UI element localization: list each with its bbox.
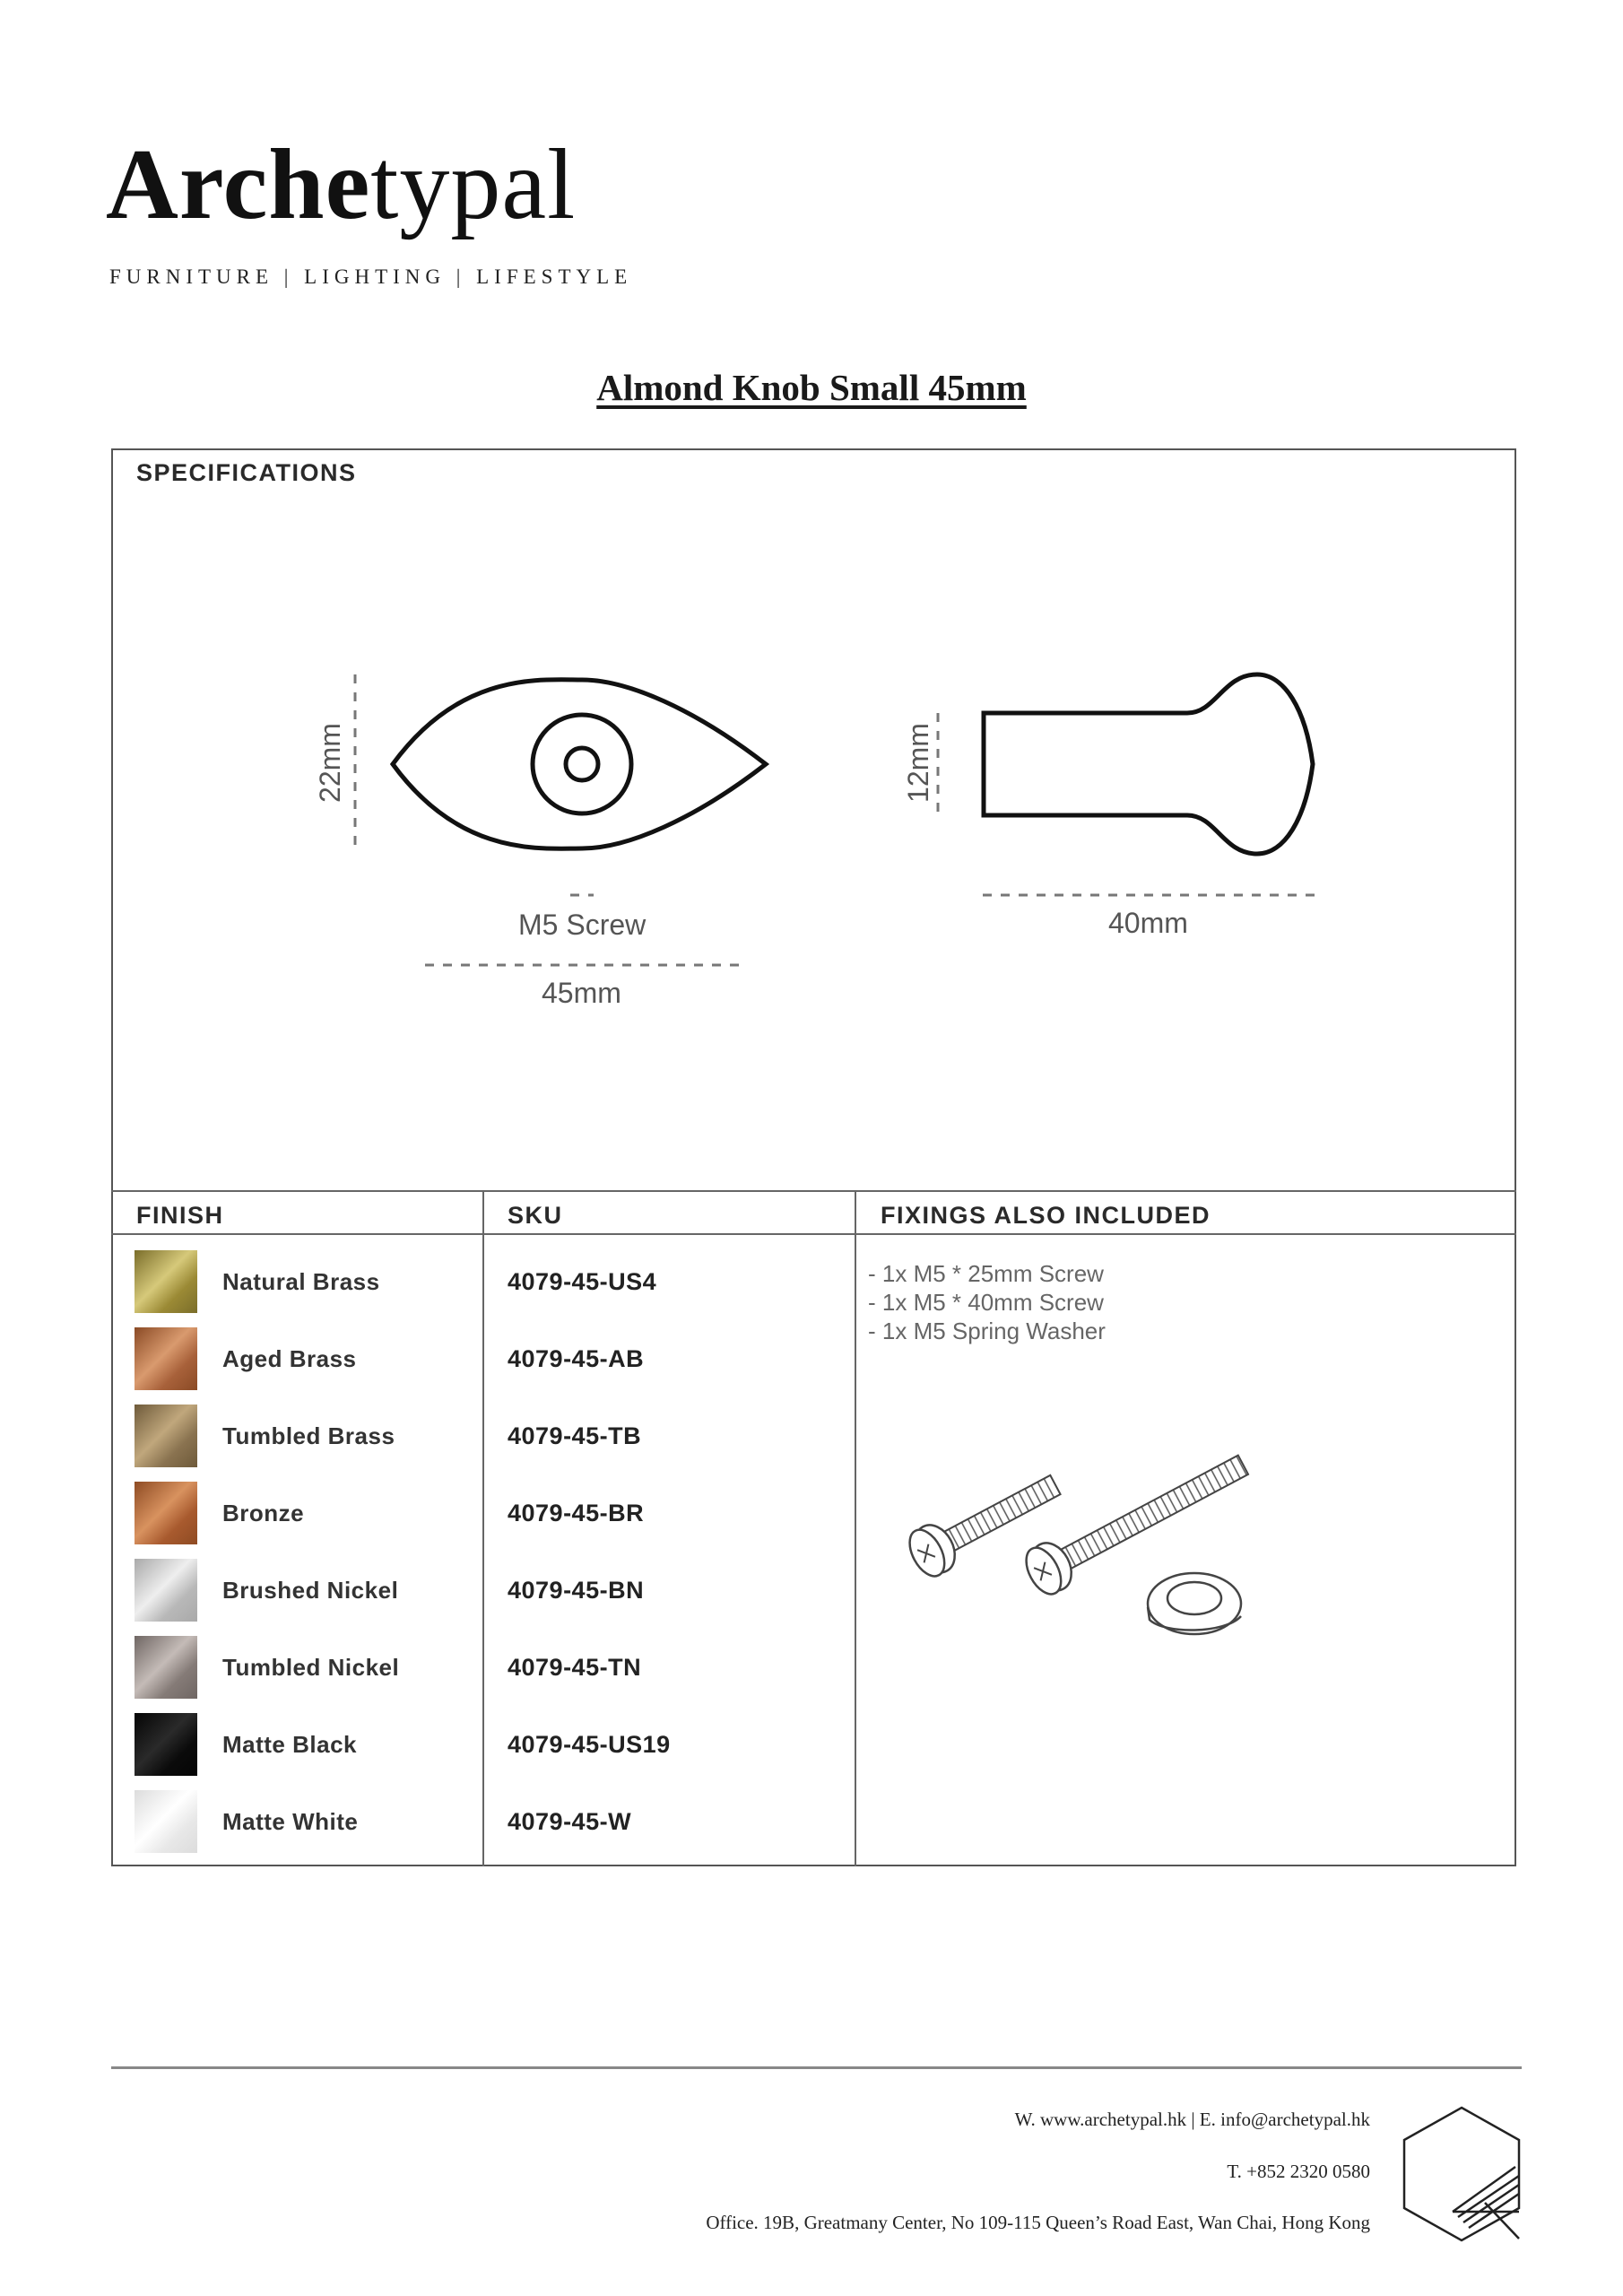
footer-contact: W. www.archetypal.hk | E. info@archetypal.hk: [1014, 2109, 1370, 2130]
column-divider-2: [855, 1190, 856, 1866]
footer-divider: [111, 2066, 1522, 2069]
fixing-item: - 1x M5 * 25mm Screw: [868, 1260, 1104, 1287]
finish-name: Brushed Nickel: [222, 1577, 399, 1604]
dim-height-front: 22mm: [313, 723, 346, 803]
finish-name: Tumbled Nickel: [222, 1654, 400, 1681]
finish-name: Aged Brass: [222, 1345, 357, 1372]
table-top-divider: [111, 1190, 1516, 1192]
sku-value: 4079-45-TN: [508, 1654, 642, 1681]
finish-swatch: [135, 1713, 197, 1776]
front-view-screw-hole: [566, 748, 598, 780]
fixings-column-header: FIXINGS ALSO INCLUDED: [881, 1202, 1211, 1229]
footer-phone: T. +852 2320 0580: [1227, 2161, 1370, 2182]
table-header-divider: [111, 1233, 1516, 1235]
finish-name: Bronze: [222, 1500, 305, 1526]
finish-swatch: [135, 1559, 197, 1622]
finish-swatch: [135, 1636, 197, 1699]
specifications-heading: SPECIFICATIONS: [136, 459, 357, 486]
hexagon-logo-icon: [1399, 2104, 1524, 2248]
front-view-outline: [393, 680, 766, 849]
fixing-item: - 1x M5 Spring Washer: [868, 1318, 1106, 1344]
finish-name: Tumbled Brass: [222, 1422, 395, 1449]
brand-name-bold: Arche: [106, 129, 371, 240]
finish-name: Natural Brass: [222, 1268, 380, 1295]
product-title: Almond Knob Small 45mm: [596, 367, 1027, 408]
finish-name: Matte White: [222, 1808, 359, 1835]
sku-value: 4079-45-US19: [508, 1731, 671, 1758]
brand-tagline: FURNITURE | LIGHTING | LIFESTYLE: [109, 265, 633, 288]
screw-40mm-icon: [1020, 1443, 1255, 1600]
dim-height-side: 12mm: [901, 723, 934, 803]
sku-value: 4079-45-TB: [508, 1422, 642, 1449]
sku-value: 4079-45-AB: [508, 1345, 645, 1372]
side-view-outline: [984, 674, 1313, 854]
finish-swatch: [135, 1250, 197, 1313]
sku-value: 4079-45-W: [508, 1808, 632, 1835]
sku-value: 4079-45-US4: [508, 1268, 657, 1295]
finish-swatch: [135, 1405, 197, 1467]
finish-swatch: [135, 1482, 197, 1544]
technical-drawing: [111, 466, 1510, 1184]
dim-width-front: 45mm: [542, 977, 621, 1009]
sku-column-header: SKU: [508, 1202, 563, 1229]
dim-screw: M5 Screw: [518, 909, 647, 941]
finish-column-header: FINISH: [136, 1202, 224, 1229]
sku-value: 4079-45-BR: [508, 1500, 645, 1526]
fixing-item: - 1x M5 * 40mm Screw: [868, 1289, 1104, 1316]
fixings-list: [868, 1259, 1106, 1345]
dim-depth-side: 40mm: [1108, 907, 1188, 939]
screws-illustration: [879, 1435, 1255, 1650]
sku-value: 4079-45-BN: [508, 1577, 645, 1604]
finish-swatch: [135, 1790, 197, 1853]
finish-swatch: [135, 1327, 197, 1390]
footer-office: Office. 19B, Greatmany Center, No 109-115 Queen’s Road East, Wan Chai, Hong Kong: [706, 2212, 1370, 2233]
column-divider-1: [482, 1190, 484, 1866]
spring-washer-icon: [1148, 1573, 1241, 1634]
finish-name: Matte Black: [222, 1731, 357, 1758]
front-view-screw-boss: [533, 715, 631, 813]
brand-logo: [106, 129, 577, 240]
brand-name-light: typal: [370, 129, 577, 240]
